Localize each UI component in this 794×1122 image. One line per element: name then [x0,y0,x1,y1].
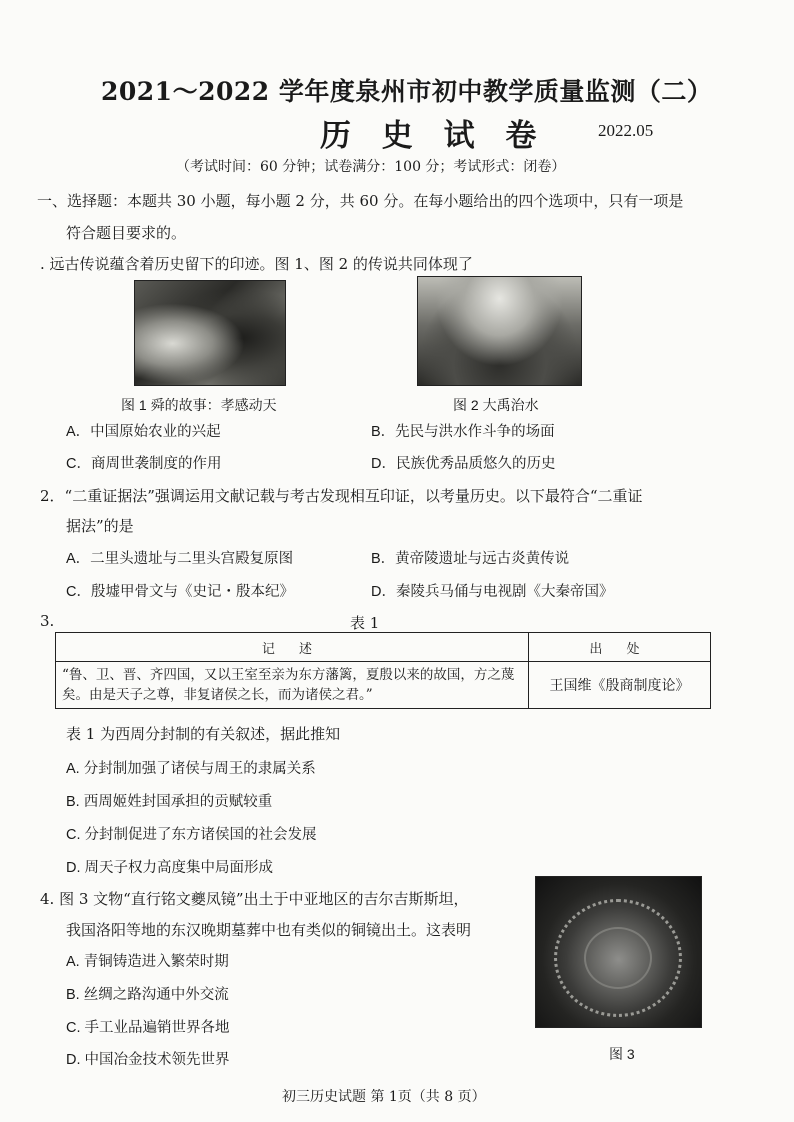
fig3-caption: 图 3 [609,1046,635,1062]
q2-option-a: A．二里头遗址与二里头宫殿复原图 [66,551,294,567]
exam-title: 2021～2022 学年度泉州市初中教学质量监测（二） [101,77,713,106]
exam-date: 2022.05 [598,121,654,140]
q1-option-c: C．商周世袭制度的作用 [66,456,222,472]
q1-option-d: D．民族优秀品质悠久的历史 [371,456,556,472]
fig1-caption: 图 1 舜的故事：孝感动天 [121,397,277,413]
q3-option-d: D. 周天子权力高度集中局面形成 [66,860,274,876]
exam-info: （考试时间：60 分钟；试卷满分：100 分；考试形式：闭卷） [176,159,566,175]
fig2-caption: 图 2 大禹治水 [453,397,539,413]
q2-stem-line2: 据法”的是 [66,517,134,535]
subject-title: 历 史 试 卷 [320,118,547,154]
table1-title: 表 1 [350,614,380,632]
table1 [55,632,711,709]
q1-option-b: B．先民与洪水作斗争的场面 [371,424,555,440]
q3-number: 3. [40,612,55,630]
table1-source: 王国维《殷商制度论》 [529,662,711,709]
q2-option-c: C．殷墟甲骨文与《史记・殷本纪》 [66,584,294,600]
q1-option-a: A．中国原始农业的兴起 [66,424,221,440]
q4-option-c: C. 手工业品遍销世界各地 [66,1020,230,1036]
fig2-photo [417,276,582,386]
fig3-bronze-mirror-photo [535,876,702,1028]
q3-option-a: A. 分封制加强了诸侯与周王的隶属关系 [66,761,316,777]
table1-quote: “鲁、卫、晋、齐四国，又以王室至亲为东方藩篱，夏殷以来的故国，方之蔑矣。由是天子之尊，非复诸侯之长，而为诸侯之君。” [56,662,529,709]
q1-stem: . 远古传说蕴含着历史留下的印迹。图 1、图 2 的传说共同体现了 [40,255,473,273]
q4-stem-line2: 我国洛阳等地的东汉晚期墓葬中也有类似的铜镜出土。这表明 [66,921,472,939]
fig1-photo [134,280,286,386]
q2-stem-line1: 2．“二重证据法”强调运用文献记载与考古发现相互印证，以考量历史。以下最符合“二重证 [40,487,643,505]
q4-stem-line1: 4. 图 3 文物“直行铭文夔凤镜”出土于中亚地区的吉尔吉斯斯坦， [40,890,469,908]
page-footer: 初三历史试题 第 1页（共 8 页） [282,1089,486,1105]
section-heading-line2: 符合题目要求的。 [66,224,187,242]
q2-option-b: B．黄帝陵遗址与远古炎黄传说 [371,551,570,567]
q3-stem: 表 1 为西周分封制的有关叙述，据此推知 [66,725,341,743]
section-heading-line1: 一、选择题：本题共 30 小题，每小题 2 分，共 60 分。在每小题给出的四个选项中，只有一项是 [37,192,684,210]
table1-header-record: 记 述 [56,633,529,662]
q3-option-b: B. 西周姬姓封国承担的贡赋较重 [66,794,273,810]
q2-option-d: D．秦陵兵马俑与电视剧《大秦帝国》 [371,584,614,600]
q3-option-c: C. 分封制促进了东方诸侯国的社会发展 [66,827,317,843]
q4-option-b: B. 丝绸之路沟通中外交流 [66,987,229,1003]
q4-option-a: A. 青铜铸造进入繁荣时期 [66,954,229,970]
mirror-center [584,927,652,989]
q4-option-d: D. 中国冶金技术领先世界 [66,1052,230,1068]
table1-header-source: 出 处 [529,633,711,662]
